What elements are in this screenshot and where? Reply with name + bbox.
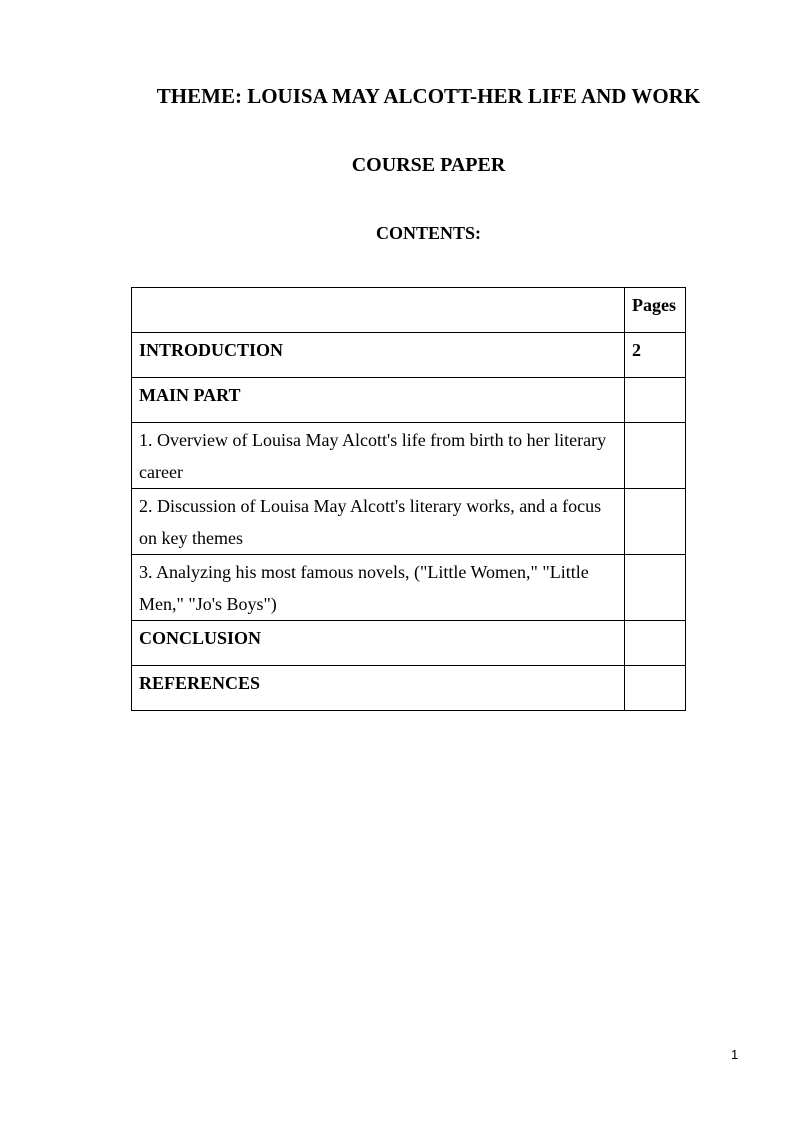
document-title: THEME: LOUISA MAY ALCOTT-HER LIFE AND WORK	[156, 84, 701, 108]
toc-row-page	[625, 555, 686, 621]
toc-row-title: CONCLUSION	[132, 621, 625, 666]
toc-header-pages-cell: Pages	[625, 288, 686, 333]
toc-row-section-3	[132, 555, 686, 621]
toc-row-page: 2	[625, 333, 686, 378]
table-of-contents	[131, 287, 686, 711]
contents-heading: CONTENTS:	[375, 223, 482, 243]
toc-row-title: 1. Overview of Louisa May Alcott's life from birth to her literary career	[132, 423, 625, 489]
toc-row-section-1	[132, 423, 686, 489]
toc-row-page	[625, 378, 686, 423]
toc-row-main-part	[132, 378, 686, 423]
toc-row-page	[625, 666, 686, 711]
toc-row-page	[625, 621, 686, 666]
toc-row-title: INTRODUCTION	[132, 333, 625, 378]
toc-row-title: MAIN PART	[132, 378, 625, 423]
toc-row-introduction	[132, 333, 686, 378]
document-subtitle: COURSE PAPER	[351, 154, 506, 176]
toc-row-title: 2. Discussion of Louisa May Alcott's literary works, and a focus on key themes	[132, 489, 625, 555]
toc-header-row	[132, 288, 686, 333]
toc-row-section-2	[132, 489, 686, 555]
toc-row-conclusion	[132, 621, 686, 666]
toc-row-title: 3. Analyzing his most famous novels, ("Little Women," "Little Men," "Jo's Boys")	[132, 555, 625, 621]
toc-row-references	[132, 666, 686, 711]
toc-row-page	[625, 489, 686, 555]
page-number: 1	[731, 1047, 739, 1062]
toc-row-title: REFERENCES	[132, 666, 625, 711]
toc-header-title-cell	[132, 288, 625, 333]
toc-row-page	[625, 423, 686, 489]
